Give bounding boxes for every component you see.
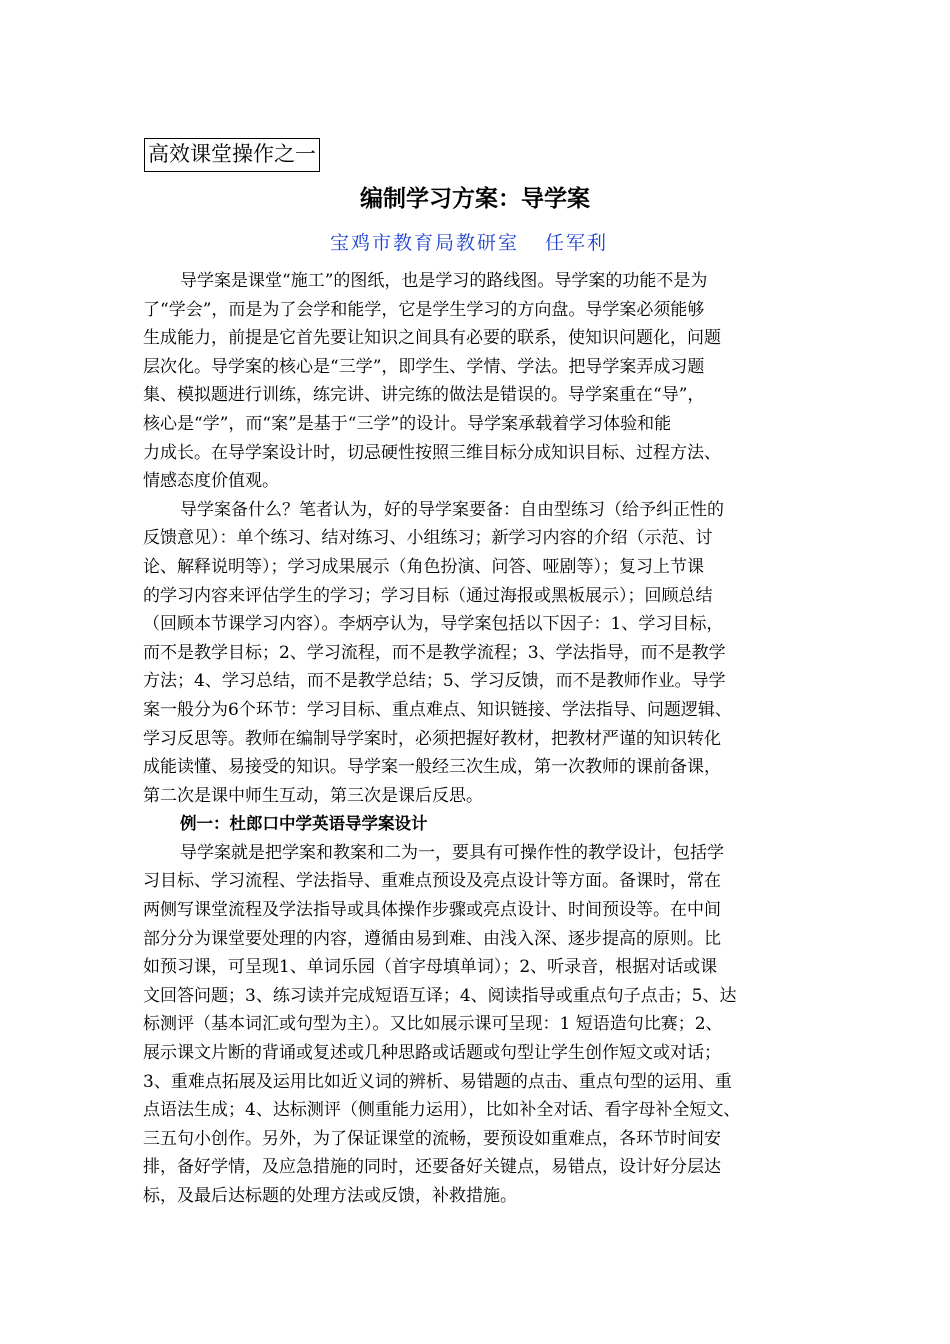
paragraph-3-line: 排，备好学情，及应急措施的同时，还要备好关键点，易错点，设计好分层达	[143, 1157, 721, 1178]
paragraph-3-line: 文回答问题；3、练习读并完成短语互译；4、阅读指导或重点句子点击；5、达	[143, 985, 737, 1006]
paragraph-2-line: 而不是教学目标；2、学习流程，而不是教学流程；3、学法指导，而不是教学	[143, 642, 726, 663]
paragraph-2-line: 论、解释说明等）；学习成果展示（角色扮演、问答、哑剧等）；复习上节课	[143, 556, 704, 577]
series-label-box: 高效课堂操作之一	[144, 138, 320, 172]
byline	[330, 229, 608, 257]
paragraph-2-line: 成能读懂、易接受的知识。导学案一般经三次生成，第一次教师的课前备课，	[143, 757, 721, 778]
paragraph-3-line: 部分分为课堂要处理的内容，遵循由易到难、由浅入深、逐步提高的原则。比	[143, 928, 721, 949]
paragraph-2-line: 学习反思等。教师在编制导学案时，必须把握好教材，把教材严谨的知识转化	[143, 728, 721, 749]
paragraph-3-line: 如预习课，可呈现1、单词乐园（首字母填单词）；2、听录音，根据对话或课	[143, 957, 718, 978]
paragraph-2-line: 的学习内容来评估学生的学习；学习目标（通过海报或黑板展示）；回顾总结	[143, 585, 713, 606]
paragraph-3-line: 3、重难点拓展及运用比如近义词的辨析、易错题的点击、重点句型的运用、重	[143, 1071, 732, 1092]
paragraph-3-line: 标测评（基本词汇或句型为主）。又比如展示课可呈现：1 短语造句比赛；2、	[143, 1014, 723, 1035]
byline-organization: 宝鸡市教育局教研室	[330, 232, 520, 254]
document-title: 编制学习方案：导学案	[360, 186, 590, 212]
paragraph-3-line: 标，及最后达标题的处理方法或反馈，补救措施。	[143, 1186, 517, 1206]
paragraph-1-line: 生成能力，前提是它首先要让知识之间具有必要的联系，使知识问题化，问题	[143, 328, 721, 349]
paragraph-2-line: 反馈意见）：单个练习、结对练习、小组练习；新学习内容的介绍（示范、讨	[143, 528, 713, 549]
byline-author: 任军利	[545, 232, 609, 254]
section-heading: 例一：杜郎口中学英语导学案设计	[180, 814, 428, 834]
paragraph-1-line: 力成长。在导学案设计时，切忌硬性按照三维目标分成知识目标、过程方法、	[143, 442, 721, 463]
paragraph-1-line: 核心是“学”，而“案”是基于“三学”的设计。导学案承载着学习体验和能	[143, 413, 672, 434]
paragraph-3-line: 展示课文片断的背诵或复述或几种思路或话题或句型让学生创作短文或对话；	[143, 1043, 721, 1064]
paragraph-1-line: 了“学会”，而是为了会学和能学，它是学生学习的方向盘。导学案必须能够	[143, 299, 705, 320]
paragraph-1-line: 导学案是课堂“施工”的图纸，也是学习的路线图。导学案的功能不是为	[180, 271, 708, 291]
paragraph-3-line: 两侧写课堂流程及学法指导或具体操作步骤或亮点设计、时间预设等。在中间	[143, 900, 721, 921]
paragraph-1-line: 层次化。导学案的核心是“三学”，即学生、学情、学法。把导学案弄成习题	[143, 356, 705, 377]
paragraph-2-line: （回顾本节课学习内容）。李炳亭认为，导学案包括以下因子：1、学习目标，	[143, 614, 724, 635]
paragraph-3-line: 导学案就是把学案和教案和二为一，要具有可操作性的教学设计，包括学	[180, 842, 724, 863]
body-text	[143, 267, 805, 1211]
paragraph-2-line: 第二次是课中师生互动，第三次是课后反思。	[143, 785, 483, 806]
paragraph-2-line: 案一般分为6个环节：学习目标、重点难点、知识链接、学法指导、问题逻辑、	[143, 699, 732, 720]
paragraph-3-line: 点语法生成；4、达标测评（侧重能力运用），比如补全对话、看字母补全短文、	[143, 1100, 741, 1121]
paragraph-2-line: 导学案备什么？笔者认为，好的导学案要备：自由型练习（给予纠正性的	[180, 499, 724, 520]
paragraph-1-line: 集、模拟题进行训练，练完讲、讲完练的做法是错误的。导学案重在“导”，	[143, 385, 705, 406]
paragraph-2-line: 方法；4、学习总结，而不是教学总结；5、学习反馈，而不是教师作业。导学	[143, 671, 726, 692]
paragraph-3-line: 习目标、学习流程、学法指导、重难点预设及亮点设计等方面。备课时，常在	[143, 871, 721, 892]
paragraph-1-line: 情感态度价值观。	[143, 471, 279, 492]
paragraph-3-line: 三五句小创作。另外，为了保证课堂的流畅，要预设如重难点，各环节时间安	[143, 1128, 721, 1149]
